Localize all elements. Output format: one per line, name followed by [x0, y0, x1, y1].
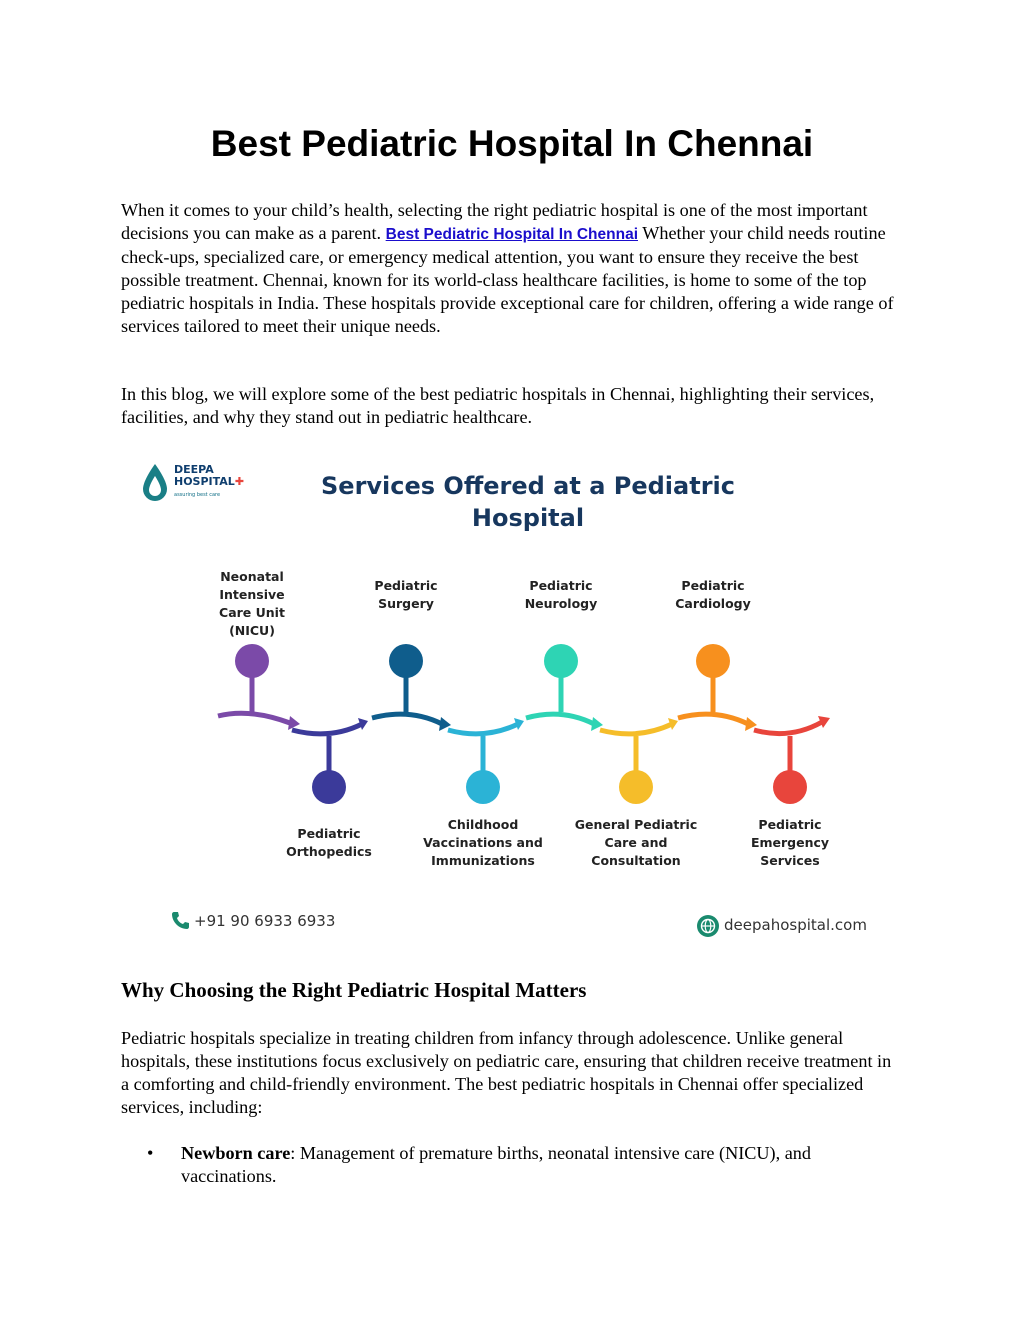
cross-icon: ✚ [234, 475, 245, 488]
node-nicu [235, 644, 269, 678]
label-neurology: Pediatric Neurology [524, 578, 598, 611]
page-title: Best Pediatric Hospital In Chennai [210, 123, 814, 164]
connector-arc [218, 713, 290, 723]
intro-paragraph [121, 199, 901, 338]
node-surgery [389, 644, 423, 678]
list-item [121, 1142, 901, 1188]
connector-arc [754, 722, 822, 734]
contact-phone[interactable]: +91 90 6933 6933 [194, 912, 336, 930]
services-bullet-list [121, 1142, 901, 1188]
connector-arc [448, 724, 518, 734]
drop-logo-icon [140, 462, 170, 504]
bullet-marker: • [147, 1143, 154, 1163]
connector-arc [372, 714, 442, 724]
label-orthopedics: Pediatric Orthopedics [286, 826, 372, 859]
label-emergency: Pediatric Emergency Services [750, 817, 830, 868]
infographic-title: Services Offered at a Pediatric Hospital [321, 472, 735, 532]
node-neurology [544, 644, 578, 678]
label-general-care: General Pediatric Care and Consultation [574, 817, 698, 868]
logo-line-2-text: HOSPITAL [174, 475, 235, 488]
connector-arc [526, 714, 594, 724]
node-emergency [773, 770, 807, 804]
label-vaccinations: Childhood Vaccinations and Immunizations [423, 817, 543, 868]
globe-icon [697, 915, 719, 937]
bullet-text: : Management of premature births, neonatal intensive care (NICU), and vaccinations. [181, 1143, 811, 1186]
logo-line-2 [174, 476, 244, 488]
logo-wordmark [174, 464, 244, 488]
label-cardiology: Pediatric Cardiology [675, 578, 751, 611]
phone-icon [170, 910, 190, 930]
logo-tagline: assuring best care [174, 492, 221, 498]
connector-arrow [288, 716, 300, 730]
hospital-logo [140, 462, 250, 512]
section-heading: Why Choosing the Right Pediatric Hospital Matters [121, 978, 587, 1002]
section-paragraph: Pediatric hospitals specialize in treating children from infancy through adolescence. Unlike general hospitals, these institutions focus exclusively on pediatric care, ensuring that children receive treatment in a comforting and child-friendly environment. The best pediatric hospitals in Chennai offer specialized services, including: [121, 1028, 892, 1117]
blog-intro-paragraph: In this blog, we will explore some of the best pediatric hospitals in Chennai, highlighting their services, facilities, and why they stand out in pediatric healthcare. [121, 384, 875, 427]
bullet-term: Newborn care [181, 1143, 291, 1163]
node-general-care [619, 770, 653, 804]
connector-arc [600, 724, 672, 734]
intro-text-after: Whether your child needs routine check-ups, specialized care, or emergency medical attention, you want to ensure they receive the best possible treatment. Chennai, known for its world-class healthcare facilities, is home to some of the top pediatric hospitals in India. These hospitals provide exceptional care for children, offering a wide range of services tailored to meet their unique needs. [121, 223, 894, 336]
hospital-link[interactable]: Best Pediatric Hospital In Chennai [385, 226, 638, 243]
intro-text-before: When it comes to your child’s health, selecting the right pediatric hospital is one of the most important decisions you can make as a parent. [121, 200, 868, 243]
node-vaccinations [466, 770, 500, 804]
connector-arc [292, 724, 362, 734]
contact-website[interactable]: deepahospital.com [724, 916, 867, 934]
label-surgery: Pediatric Surgery [374, 578, 438, 611]
node-orthopedics [312, 770, 346, 804]
label-nicu: Neonatal Intensive Care Unit (NICU) [219, 569, 285, 638]
node-cardiology [696, 644, 730, 678]
services-infographic [130, 450, 894, 950]
connector-arc [678, 714, 748, 724]
logo-line-1: DEEPA [174, 463, 214, 476]
